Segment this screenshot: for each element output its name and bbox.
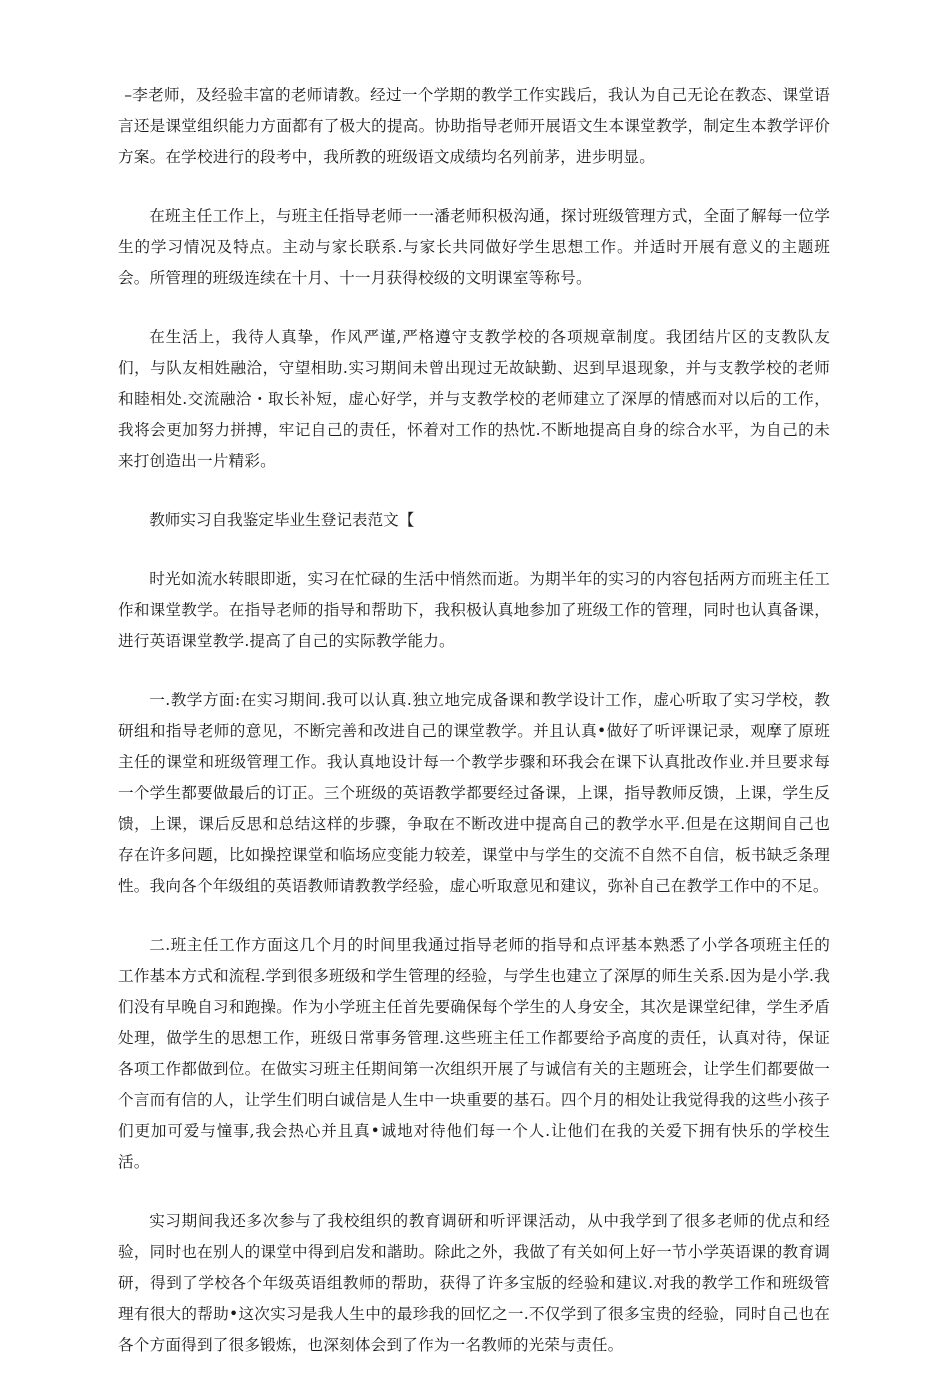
paragraph-7: 实习期间我还多次参与了我校组织的教育调研和听评课活动，从中我学到了很多老师的优点和经验，同时也在别人的课堂中得到启发和諧助。除此之外，我做了有关如何上好一节小学英语课的教育调研，得到了学校各个年级英语组教师的帮助，获得了许多宝版的经验和建议.对我的教学工作和班级管理有很大的帮助•这次实习是我人生中的最珍我的回忆之一.不仅学到了很多宝贵的经验，同时自己也在各个方面得到了很多锻炼，也深刻体会到了作为一名教师的光荣与责任。: [118, 1212, 830, 1354]
paragraph-4: 时光如流水转眼即逝，实习在忙碌的生活中悄然而逝。为期半年的实习的内容包括两方而班主任工作和课堂教学。在指导老师的指导和帮助下，我积极认真地参加了班级工作的管理，同时也认真备课，进行英语课堂教学.提高了自己的实际教学能力。: [118, 570, 830, 650]
paragraph-2: 在班主任工作上，与班主任指导老师一一潘老师积极沟通，探讨班级管理方式，全面了解每一位学生的学习情况及特点。主动与家长联系.与家长共同做好学生思想工作。并适时开展有意义的主题班会。所管理的班级连续在十月、十一月获得校级的文明课室等称号。: [118, 207, 830, 287]
paragraph-1: –李老师，及经验丰富的老师请教。经过一个学期的教学工作实践后，我认为自己无论在教态、课堂语言还是课堂组织能力方面都有了极大的提高。协助指导老师开展语文生本课堂教学，制定生本教学评价方案。在学校进行的段考中，我所教的班级语文成绩均名列前茅，进步明显。: [118, 86, 830, 166]
section-heading: 教师实习自我鉴定毕业生登记表范文【: [149, 511, 415, 529]
paragraph-3: 在生活上，我待人真挚，作风严谨,严格遵守支教学校的各项规章制度。我团结片区的支教队友们，与队友相姓融洽，守望相助.实习期间未曾出现过无故缺勤、迟到早退现象，并与支教学校的老师和睦相处.交流融洽・取长补短，虚心好学，并与支教学校的老师建立了深厚的情感而对以后的工作，我将会更加努力拼搏，牢记自己的责任，怀着对工作的热忱.不断地提高自身的综合水平，为自己的未来打创造出一片精彩。: [118, 328, 830, 470]
document-body: [118, 80, 830, 1389]
paragraph-5: 一.教学方面:在实习期间.我可以认真.独立地完成备课和教学设计工作，虚心听取了实习学校，教研组和指导老师的意见，不断完善和改进自己的课堂教学。并且认真•做好了听评课记录，观摩了原班主任的课堂和班级管理工作。我认真地设计每一个教学步骤和环我会在课下认真批改作业.并旦要求每一个学生都要做最后的订正。三个班级的英语教学都要经过备课，上课，指导教师反馈，上课，学生反馈，上课，课后反思和总结这样的步骤，争取在不断改进中提高自己的教学水平.但是在这期间自己也存在许多问题，比如操控课堂和临场应变能力较差，课堂中与学生的交流不自然不自信，板书缺乏条理性。我向各个年级组的英语教师请教教学经验，虚心听取意见和建议，弥补自己在教学工作中的不足。: [118, 691, 830, 895]
paragraph-6: 二.班主任工作方面这几个月的时间里我通过指导老师的指导和点评基本熟悉了小学各项班主任的工作基本方式和流程.学到很多班级和学生管理的经验，与学生也建立了深厚的师生关系.因为是小学.我们没有早晚自习和跑操。作为小学班主任首先要确保每个学生的人身安全，其次是课堂纪律，学生矛盾处理，做学生的思想工作，班级日常事务管理.这些班主任工作都要给予高度的责任，认真对待，保证各项工作都做到位。在做实习班主任期间第一次组织开展了与诚信有关的主题班会，让学生们都要做一个言而有信的人，让学生们明白诚信是人生中一块重要的基石。四个月的相处让我觉得我的这些小孩子们更加可爱与憧事,我会热心并且真•诚地对待他们每一个人.让他们在我的关爱下拥有快乐的学校生活。: [118, 936, 830, 1171]
